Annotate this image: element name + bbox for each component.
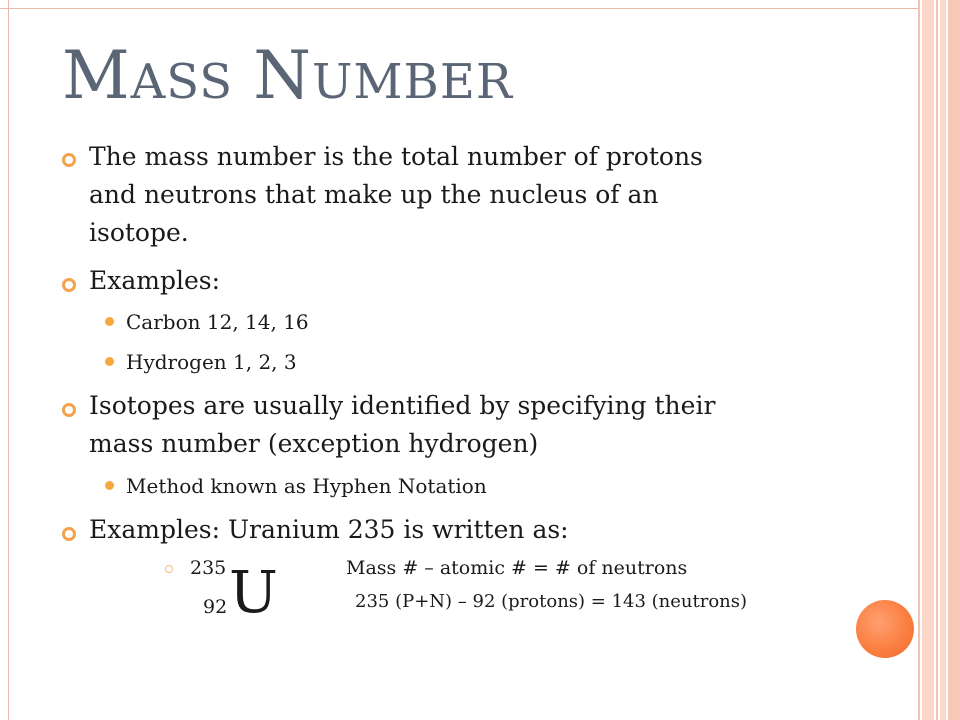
- title-initial-n: N: [253, 37, 312, 114]
- bullet-small-ring-icon: [165, 565, 173, 573]
- bullet-dot-icon: [105, 317, 114, 326]
- stripe: [922, 0, 934, 720]
- stripe: [940, 0, 946, 720]
- isotopes-line-2: mass number (exception hydrogen): [89, 429, 539, 458]
- element-symbol: U: [229, 558, 278, 626]
- stripe: [918, 0, 920, 720]
- formula-line-1: Mass # – atomic # = # of neutrons: [346, 557, 688, 579]
- accent-circle: [856, 600, 914, 658]
- bullet-ring-icon: [62, 153, 76, 167]
- atomic-number-subscript: 92: [203, 596, 228, 618]
- slide-title: [62, 36, 513, 127]
- bullet-ring-icon: [62, 527, 76, 541]
- example-hydrogen: Hydrogen 1, 2, 3: [126, 350, 297, 374]
- title-rest-ass: ASS: [130, 54, 234, 110]
- decorative-stripes: [918, 0, 960, 720]
- title-rest-umber: UMBER: [311, 54, 513, 110]
- title-initial-m: M: [62, 37, 131, 114]
- stripe: [948, 0, 960, 720]
- definition-line-2: and neutrons that make up the nucleus of an: [89, 180, 659, 209]
- bullet-ring-icon: [62, 278, 76, 292]
- examples-heading: Examples:: [89, 266, 221, 295]
- uranium-heading: Examples: Uranium 235 is written as:: [89, 515, 569, 544]
- bullet-dot-icon: [105, 481, 114, 490]
- bullet-ring-icon: [62, 403, 76, 417]
- mass-number-superscript: 235: [190, 557, 227, 579]
- hyphen-notation-note: Method known as Hyphen Notation: [126, 474, 487, 498]
- bullet-dot-icon: [105, 357, 114, 366]
- isotopes-line-1: Isotopes are usually identified by specifying their: [89, 391, 716, 420]
- frame-top-border: [0, 0, 918, 9]
- frame-left-border: [0, 0, 9, 720]
- definition-line-3: isotope.: [89, 218, 189, 247]
- stripe: [936, 0, 938, 720]
- formula-line-2: 235 (P+N) – 92 (protons) = 143 (neutrons): [355, 591, 748, 612]
- example-carbon: Carbon 12, 14, 16: [126, 310, 309, 334]
- definition-line-1: The mass number is the total number of protons: [89, 142, 703, 171]
